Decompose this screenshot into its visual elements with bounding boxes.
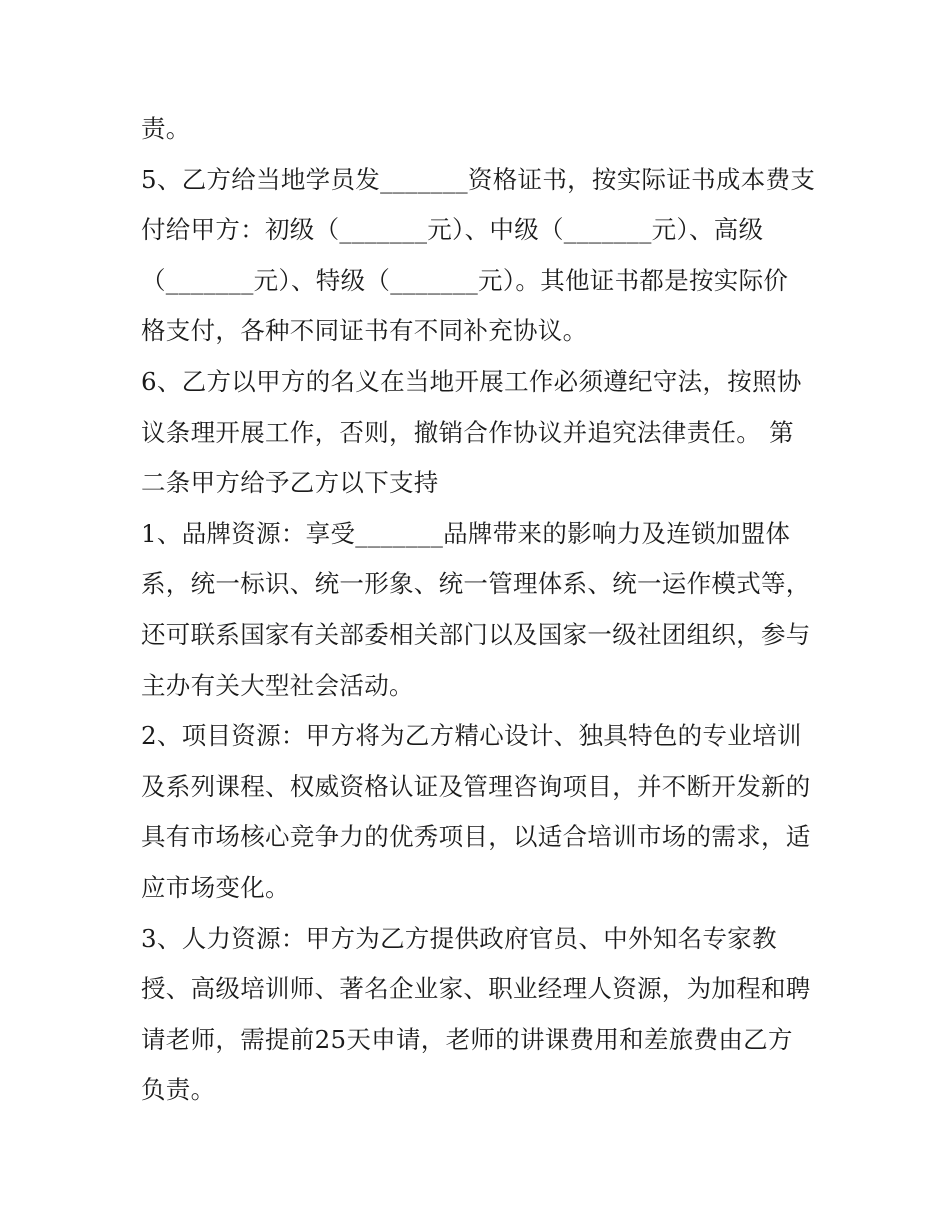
text-line: 请老师，需提前25天申请，老师的讲课费用和差旅费由乙方 (141, 1024, 793, 1054)
text-line: （_______元）、特级（_______元）。其他证书都是按实际价 (141, 265, 789, 295)
text-line: 责。 (141, 114, 191, 143)
text-line: 主办有关大型社会活动。 (141, 670, 414, 700)
text-line: 议条理开展工作，否则，撤销合作协议并追究法律责任。 第 (141, 417, 794, 447)
text-line: 系，统一标识、统一形象、统一管理体系、统一运作模式等， (141, 569, 811, 599)
text-line: 2、项目资源：甲方将为乙方精心设计、独具特色的专业培训 (141, 721, 802, 751)
text-line: 5、乙方给当地学员发_______资格证书，按实际证书成本费支 (141, 164, 816, 194)
text-line: 1、品牌资源：享受_______品牌带来的影响力及连锁加盟体 (141, 518, 791, 548)
text-line: 具有市场核心竞争力的优秀项目，以适合培训市场的需求，适 (141, 822, 811, 852)
text-line: 6、乙方以甲方的名义在当地开展工作必须遵纪守法，按照协 (141, 366, 802, 396)
text-line: 二条甲方给予乙方以下支持 (141, 468, 439, 498)
text-line: 付给甲方：初级（_______元）、中级（_______元）、高级 (141, 215, 764, 245)
text-line: 应市场变化。 (141, 872, 290, 902)
text-line: 负责。 (141, 1075, 216, 1105)
text-line: 格支付，各种不同证书有不同补充协议。 (141, 316, 588, 346)
text-line: 及系列课程、权威资格认证及管理咨询项目，并不断开发新的 (141, 771, 811, 801)
text-line: 授、高级培训师、著名企业家、职业经理人资源，为加程和聘 (141, 974, 811, 1004)
text-line: 还可联系国家有关部委相关部门以及国家一级社团组织，参与 (141, 619, 811, 649)
text-line: 3、人力资源：甲方为乙方提供政府官员、中外知名专家教 (141, 923, 777, 953)
document-body (141, 104, 821, 1116)
